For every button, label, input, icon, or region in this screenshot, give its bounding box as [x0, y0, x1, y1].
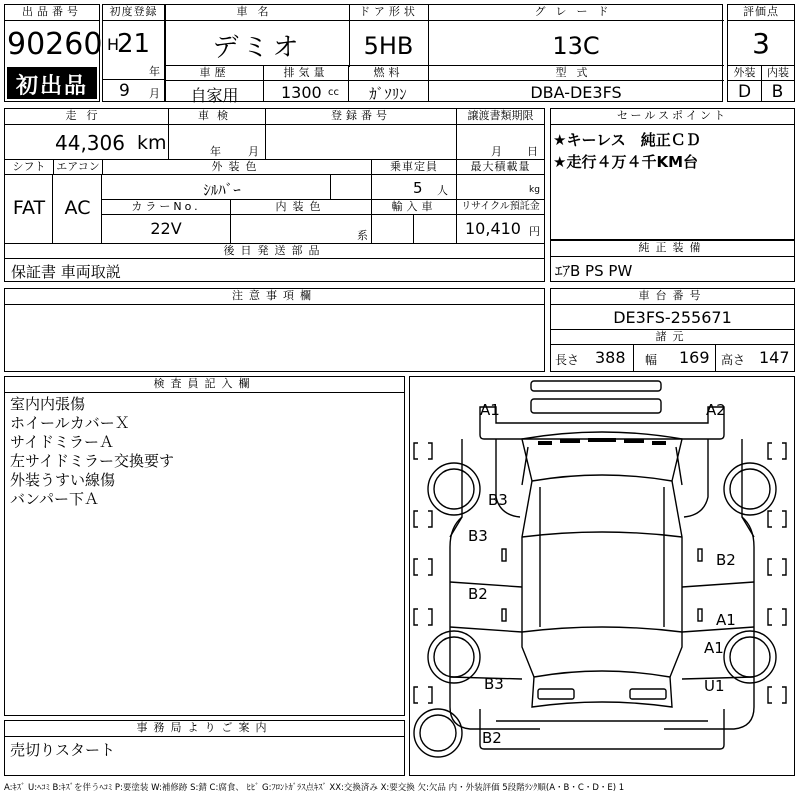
grade-value: 13C	[552, 32, 600, 60]
interior-score-label: 内装	[761, 65, 794, 81]
inspector-notes	[10, 395, 174, 509]
office-label: 事務局よりご案内	[5, 721, 404, 737]
sales-point-1: ★キーレス 純正ＣＤ	[553, 131, 701, 149]
color-no-value: 22V	[150, 219, 182, 238]
recycle-value: 10,410	[465, 219, 521, 238]
interior-score: B	[771, 82, 784, 102]
model-value: DBA-DE3FS	[530, 83, 622, 102]
transfer-label: 譲渡書類期限	[456, 109, 544, 125]
chassis-box	[550, 288, 795, 372]
car-name-value: デミオ	[212, 33, 303, 63]
door-value: 5HB	[363, 32, 414, 60]
model-label: 型式	[428, 65, 724, 81]
capacity-label: 乗車定員	[371, 159, 456, 175]
transfer-month-unit: 月	[491, 145, 502, 158]
diagram-mark: A2	[706, 401, 726, 419]
equipment-box	[550, 240, 795, 282]
first-registration-month: 9	[119, 81, 130, 101]
mileage-value: 44,306	[55, 131, 125, 155]
mileage-label: 走行	[5, 109, 168, 125]
displacement-unit: cc	[328, 87, 339, 98]
diagram-mark: B2	[716, 551, 736, 569]
interior-color-label: 内装色	[230, 199, 371, 215]
inspector-note: サイドミラーＡ	[10, 433, 114, 451]
width-label: 幅	[645, 353, 658, 367]
score-box	[727, 4, 795, 102]
car-damage-diagram	[410, 377, 794, 775]
exterior-score: D	[737, 82, 752, 102]
details-grid	[4, 108, 545, 282]
length-label: 長さ	[555, 353, 580, 367]
height-value: 147	[759, 348, 790, 367]
fuel-label: 燃料	[348, 65, 428, 81]
inspector-note: ホイールカバーＸ	[10, 414, 130, 432]
grade-label: グレード	[428, 5, 724, 21]
inspector-note: 室内内張傷	[10, 395, 86, 413]
capacity-unit: 人	[437, 184, 448, 197]
diagram-mark: A1	[704, 639, 724, 657]
exterior-color-value: ｼﾙﾊﾞｰ	[203, 181, 241, 199]
car-diagram-box	[409, 376, 795, 776]
history-value: 自家用	[190, 86, 239, 105]
recycle-label: リサイクル預託金	[456, 199, 544, 215]
diagram-mark: B3	[488, 491, 508, 509]
first-registration-label: 初度登録	[103, 5, 164, 21]
inspection-label: 車検	[168, 109, 265, 125]
diagram-mark: B2	[468, 585, 488, 603]
diagram-mark: B3	[484, 675, 504, 693]
caution-label: 注意事項欄	[5, 289, 544, 305]
displacement-label: 排気量	[263, 65, 348, 81]
door-label: ドア形状	[349, 5, 428, 21]
history-label: 車歴	[166, 65, 263, 81]
lot-box	[4, 4, 103, 102]
later-parts-value: 保証書 車両取説	[11, 263, 121, 281]
caution-box	[4, 288, 545, 372]
inspection-year-unit: 年	[210, 145, 221, 158]
first-registration-year-unit: 年	[149, 65, 160, 78]
capacity-value: 5	[413, 179, 423, 197]
first-listing-badge: 初出品	[7, 67, 97, 99]
diagram-mark: A1	[716, 611, 736, 629]
length-value: 388	[595, 348, 626, 367]
exterior-score-label: 外装	[728, 65, 761, 81]
first-registration-month-cell	[103, 79, 164, 101]
exterior-color-label: 外装色	[102, 159, 371, 175]
spec-grid	[165, 4, 723, 105]
sales-point-box	[550, 108, 795, 240]
first-registration-box	[102, 4, 165, 102]
first-registration-era: H	[107, 35, 120, 54]
sales-point-2: ★走行４万４千KM台	[553, 153, 698, 171]
score-value: 3	[752, 27, 770, 60]
color-no-label: カラーNo.	[102, 199, 230, 215]
fuel-value: ｶﾞｿﾘﾝ	[369, 85, 407, 103]
inspector-label: 検査員記入欄	[5, 377, 404, 393]
max-load-label: 最大積載量	[456, 159, 544, 175]
inspector-note: バンパー下Ａ	[10, 490, 99, 508]
legend: A:ｷｽﾞ U:ﾍｺﾐ B:ｷｽﾞを伴うﾍｺﾐ P:要塗装 W:補修跡 S:錆 C:腐食、 ﾋﾋﾞ G:ﾌﾛﾝﾄｶﾞﾗｽ点ｷｽﾞ XX:交換済み X:要交換 欠:欠品 内・外装評価 5段階ﾗﾝｸ順(A・B・C・D・E) 1	[4, 783, 625, 793]
dims-label: 諸元	[551, 329, 794, 345]
shift-label: シフト	[5, 159, 53, 175]
recycle-unit: 円	[529, 225, 540, 238]
transfer-day-unit: 日	[527, 145, 538, 158]
interior-color-unit: 系	[357, 229, 368, 242]
first-registration-month-unit: 月	[149, 87, 160, 100]
diagram-mark: B3	[468, 527, 488, 545]
lot-number: 90260	[7, 27, 103, 62]
car-name-label: 車名	[166, 5, 349, 21]
mileage-unit: km	[137, 132, 167, 154]
first-registration-year: 21	[117, 29, 151, 59]
displacement-value: 1300	[281, 83, 322, 102]
height-label: 高さ	[721, 353, 746, 367]
equipment-label: 純正装備	[551, 241, 794, 257]
inspector-box	[4, 376, 405, 716]
diagram-mark: B2	[482, 729, 502, 747]
shift-value: FAT	[12, 197, 46, 219]
chassis-label: 車台番号	[551, 289, 794, 305]
inspector-note: 外装うすい線傷	[10, 471, 116, 489]
sales-point-label: セールスポイント	[551, 109, 794, 125]
width-value: 169	[679, 348, 710, 367]
aircon-value: AC	[64, 197, 91, 219]
lot-label: 出品番号	[5, 5, 99, 21]
diagram-mark: A1	[480, 401, 500, 419]
max-load-unit: kg	[529, 185, 540, 195]
chassis-value: DE3FS-255671	[613, 308, 732, 327]
office-value: 売切りスタート	[10, 741, 116, 759]
reg-no-label: 登録番号	[265, 109, 456, 125]
equipment-value: ｴｱB PS PW	[555, 262, 633, 280]
office-box	[4, 720, 405, 776]
later-parts-label: 後日発送部品	[5, 243, 544, 259]
diagram-mark: U1	[704, 677, 725, 695]
import-label: 輸入車	[371, 199, 456, 215]
inspector-note: 左サイドミラー交換要す	[10, 452, 174, 470]
score-label: 評価点	[728, 5, 794, 21]
inspection-month-unit: 月	[248, 145, 259, 158]
aircon-label: エアコン	[53, 159, 102, 175]
